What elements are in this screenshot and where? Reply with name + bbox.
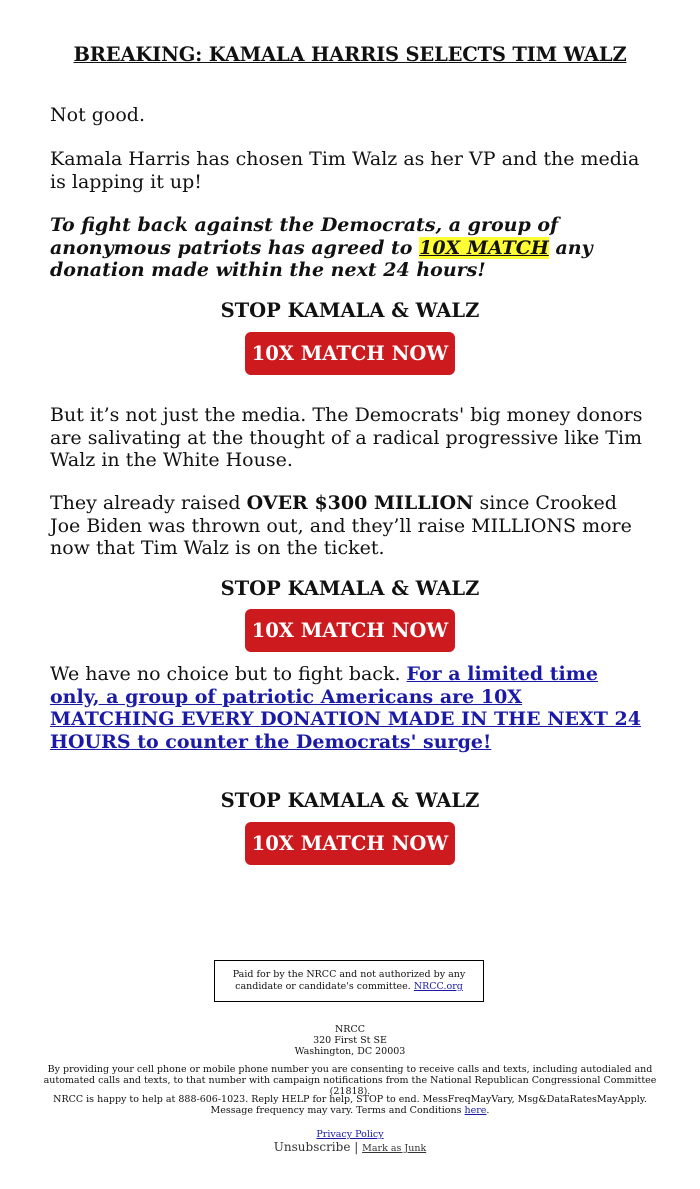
cta-title: STOP KAMALA & WALZ xyxy=(220,299,480,322)
match-now-button[interactable]: 10X MATCH NOW xyxy=(245,332,455,375)
fight-back-text: We have no choice but to fight back. xyxy=(50,663,407,685)
match-now-button[interactable]: 10X MATCH NOW xyxy=(245,609,455,652)
cta-title: STOP KAMALA & WALZ xyxy=(220,789,480,812)
match-highlight: 10X MATCH xyxy=(419,236,549,259)
paragraph-fight-back xyxy=(50,663,650,753)
match-now-button[interactable]: 10X MATCH NOW xyxy=(245,822,455,865)
unsubscribe-row xyxy=(40,1140,660,1156)
match-offer-text-end: any donation made within the next 24 hours! xyxy=(50,236,593,281)
city-address: Washington, DC 20003 xyxy=(294,1046,406,1057)
paragraph-walz-chosen: Kamala Harris has chosen Tim Walz as her VP and the media is lapping it up! xyxy=(50,148,640,193)
raised-text: They already raised xyxy=(50,492,247,514)
mailing-address xyxy=(40,1024,660,1057)
paragraph-raised xyxy=(50,492,650,560)
raised-text-end: since Crooked Joe Biden was thrown out, and they’ll raise MILLIONS more now that Tim Walz is on the ticket. xyxy=(50,492,632,559)
cta-title: STOP KAMALA & WALZ xyxy=(220,577,480,600)
paragraph-donors: But it’s not just the media. The Democrats' big money donors are salivating at the thought of a radical progressive like Tim Walz in the White House. xyxy=(50,404,643,471)
paragraph-match-offer xyxy=(50,214,650,282)
help-text: NRCC is happy to help at 888-606-1023. Reply HELP for help, STOP to end. MessFreqMayVary, Msg&DataRatesMayApply. Message frequency may vary. Terms and Conditions xyxy=(53,1094,647,1116)
headline: BREAKING: KAMALA HARRIS SELECTS TIM WALZ xyxy=(73,43,627,66)
terms-link[interactable]: here xyxy=(464,1105,487,1116)
limited-time-link[interactable]: For a limited time only, a group of patriotic Americans are 10X MATCHING EVERY DONATION MADE IN THE NEXT 24 HOURS to counter the Democrats' surge! xyxy=(50,663,641,753)
disclaimer-text: Paid for by the NRCC and not authorized by any candidate or candidate's committee. xyxy=(232,969,466,992)
match-offer-text: To fight back against the Democrats, a group of anonymous patriots has agreed to xyxy=(50,214,559,259)
org-name: NRCC xyxy=(334,1024,365,1035)
privacy-policy-link[interactable]: Privacy Policy xyxy=(316,1129,384,1140)
help-text-block: NRCC is happy to help at 888-606-1023. Reply HELP for help, STOP to end. MessFreqMayVary, Msg&DataRatesMayApply. Message frequency may vary. Terms and Conditions here. xyxy=(53,1094,647,1116)
street-address: 320 First St SE xyxy=(313,1035,387,1046)
separator: | xyxy=(354,1140,359,1154)
mark-as-junk-link[interactable]: Mark as Junk xyxy=(362,1143,427,1154)
unsubscribe-link[interactable]: Unsubscribe xyxy=(273,1140,351,1154)
raised-amount: OVER $300 MILLION xyxy=(246,492,474,514)
paragraph-not-good: Not good. xyxy=(50,104,145,126)
nrcc-link[interactable]: NRCC.org xyxy=(413,981,463,992)
privacy-row xyxy=(40,1129,660,1140)
consent-text: By providing your cell phone or mobile phone number you are consenting to receive calls and texts, including autodialed and automated calls and texts, to that number with campaign notifications from the National Republican Congressional Committee (21818). xyxy=(43,1064,657,1097)
paid-for-disclaimer xyxy=(214,960,484,1002)
